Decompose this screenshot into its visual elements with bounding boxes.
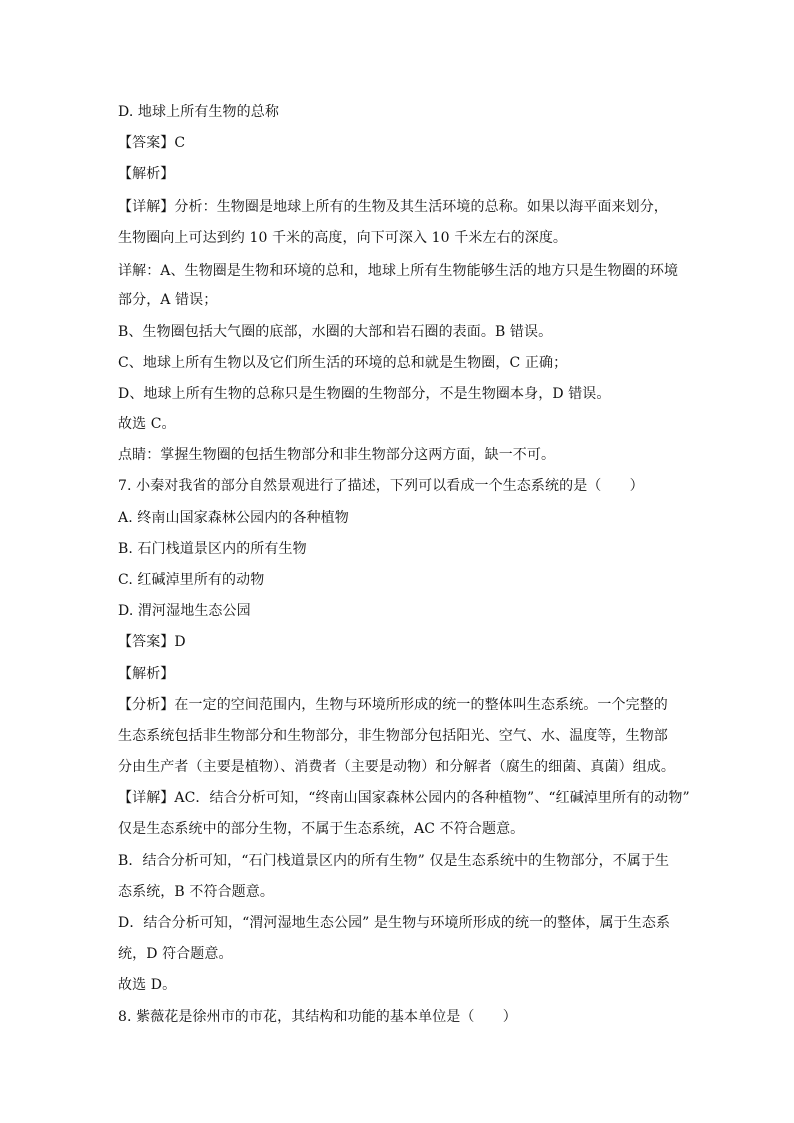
analysis-heading: 【解析】 — [118, 666, 175, 682]
question-7-option-b: B. 石门栈道景区内的所有生物 — [118, 541, 307, 557]
question-8-stem: 8. 紫薇花是徐州市的市花，其结构和功能的基本单位是（ ） — [118, 1009, 517, 1025]
answer-label: 【答案】C — [118, 135, 186, 151]
explanation-line: B．结合分析可知，“石门栈道景区内的所有生物” 仅是生态系统中的生物部分，不属于生 — [118, 853, 670, 869]
explanation-line: 【详解】分析：生物圈是地球上所有的生物及其生活环境的总称。如果以海平面来划分， — [118, 199, 668, 215]
explanation-line: 部分，A 错误； — [118, 292, 218, 308]
analysis-heading: 【解析】 — [118, 166, 175, 182]
explanation-line: 统，D 符合题意。 — [118, 946, 233, 962]
question-7-option-a: A. 终南山国家森林公园内的各种植物 — [118, 510, 349, 526]
explanation-line: D、地球上所有生物的总称只是生物圈的生物部分，不是生物圈本身，D 错误。 — [118, 386, 611, 402]
tip-line: 点睛：掌握生物圈的包括生物部分和非生物部分这两方面，缺一不可。 — [118, 447, 556, 463]
explanation-line: 生物圈向上可达到约 10 千米的高度，向下可深入 10 千米左右的深度。 — [118, 230, 568, 246]
explanation-line: 【分析】在一定的空间范围内，生物与环境所形成的统一的整体叫生态系统。一个完整的 — [118, 697, 668, 713]
conclusion-line: 故选 D。 — [118, 977, 177, 993]
question-7-option-c: C. 红碱淖里所有的动物 — [118, 572, 265, 588]
answer-label: 【答案】D — [118, 634, 186, 650]
explanation-line: 仅是生态系统中的部分生物，不属于生态系统，AC 不符合题意。 — [118, 821, 525, 837]
explanation-line: 【详解】AC．结合分析可知，“终南山国家森林公园内的各种植物”、“红碱淖里所有的动物” — [118, 790, 690, 806]
conclusion-line: 故选 C。 — [118, 416, 176, 432]
explanation-line: 详解：A、生物圈是生物和环境的总和，地球上所有生物能够生活的地方只是生物圈的环境 — [118, 263, 679, 279]
explanation-line: D．结合分析可知，“渭河湿地生态公园” 是生物与环境所形成的统一的整体，属于生态系 — [118, 915, 671, 931]
explanation-line: 生态系统包括非生物部分和生物部分，非生物部分包括阳光、空气、水、温度等，生物部 — [118, 728, 668, 744]
explanation-line: 分由生产者（主要是植物）、消费者（主要是动物）和分解者（腐生的细菌、真菌）组成。 — [118, 759, 675, 775]
question-7-option-d: D. 渭河湿地生态公园 — [118, 603, 251, 619]
option-d-text: D. 地球上所有生物的总称 — [118, 104, 279, 120]
explanation-line: B、生物圈包括大气圈的底部，水圈的大部和岩石圈的表面。B 错误。 — [118, 324, 553, 340]
explanation-line: 态系统，B 不符合题意。 — [118, 884, 274, 900]
explanation-line: C、地球上所有生物以及它们所生活的环境的总和就是生物圈，C 正确； — [118, 355, 568, 371]
question-7-stem: 7. 小秦对我省的部分自然景观进行了描述，下列可以看成一个生态系统的是（ ） — [118, 478, 644, 494]
